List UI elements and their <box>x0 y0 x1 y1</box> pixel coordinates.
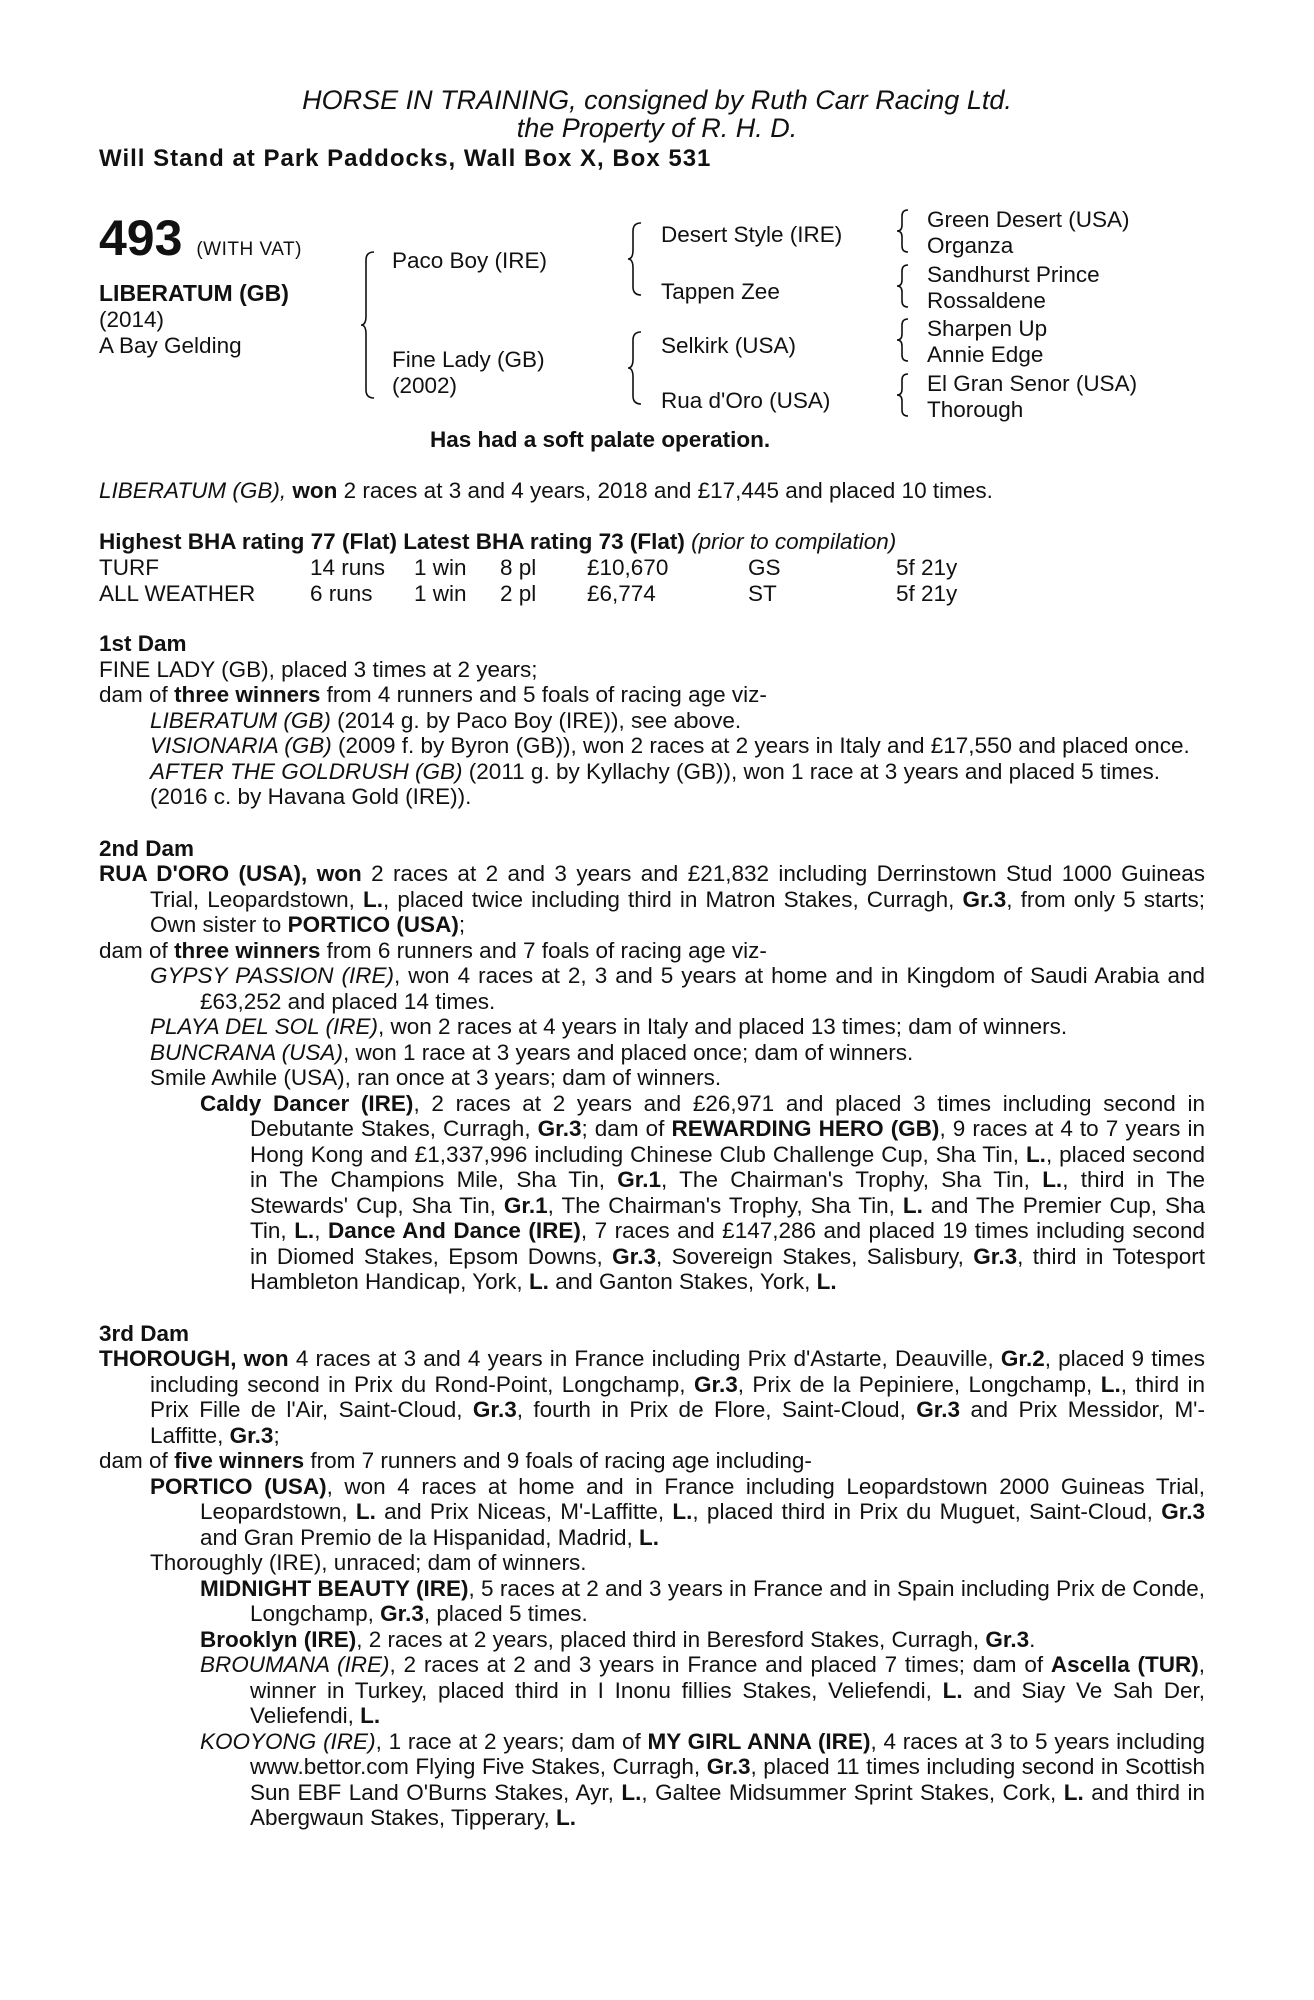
group-grade: Gr.3 <box>380 1601 424 1626</box>
text: , third in Totesport Hambleton Handicap, York, <box>250 1243 1205 1294</box>
group-grade: Gr.3 <box>472 1397 517 1422</box>
pedigree-brace-dam <box>627 330 647 406</box>
text: and Siay Ve Sah Der, Veliefendi, <box>250 1677 1205 1728</box>
third-dam-heading: 3rd Dam <box>99 1320 190 1346</box>
text: and third in Abergwaun Stakes, Tipperary, <box>250 1779 1205 1830</box>
progeny-item <box>99 1652 1205 1729</box>
vat-note: (WITH VAT) <box>196 239 302 260</box>
text: , Galtee Midsummer Sprint Stakes, Cork, <box>641 1779 1057 1805</box>
progeny-item <box>99 784 1205 810</box>
progeny-item <box>99 759 1205 785</box>
summary-horse: LIBERATUM (GB), <box>99 478 287 503</box>
listed: L. <box>1025 1141 1046 1167</box>
text: and Prix Messidor, M'-Laffitte, <box>150 1397 1205 1448</box>
text: , 1 race at 2 years; dam of <box>375 1728 641 1754</box>
sire-of-sire: Desert Style (IRE) <box>661 222 843 247</box>
text: , 2 races at 2 years and £26,971 and placed 3 times including second in Debutante Stakes, Curragh, <box>250 1090 1205 1141</box>
third-dam-record <box>99 1346 1205 1448</box>
record-surface: ALL WEATHER <box>99 580 256 606</box>
progeny-name: Caldy Dancer (IRE) <box>200 1090 414 1116</box>
first-dam-produce <box>99 682 1205 708</box>
group-grade: Gr.3 <box>916 1397 961 1422</box>
listed: L. <box>639 1524 659 1550</box>
progeny-name: MY GIRL ANNA (IRE) <box>647 1728 871 1754</box>
second-dam-produce <box>99 938 1205 964</box>
record-money: £10,670 <box>587 555 669 580</box>
listed: L. <box>942 1677 963 1703</box>
progeny-name: AFTER THE GOLDRUSH (GB) <box>150 758 463 784</box>
pedigree-g3-5: Sharpen Up <box>927 316 1048 341</box>
text: , 2 races at 2 and 3 years in France and placed 7 times; dam of <box>389 1652 1044 1677</box>
record-runs: 14 runs <box>310 555 386 580</box>
text: 4 races at 3 and 4 years in France including Prix d'Astarte, Deauville, <box>295 1346 994 1371</box>
text: ; <box>273 1422 280 1448</box>
dam-year: (2002) <box>392 373 458 398</box>
listed: L. <box>1100 1371 1121 1397</box>
group-grade: Gr.1 <box>503 1192 548 1218</box>
text: 2 races at 2 and 3 years and £21,832 including Derrinstown Stud 1000 Guineas Trial, Leopardstown, <box>150 861 1205 912</box>
foaling-year: (2014) <box>99 307 165 332</box>
text: and Ganton Stakes, York, <box>555 1269 811 1294</box>
record-wins: 1 win <box>414 555 467 580</box>
won: won <box>316 861 362 886</box>
record-distance: 5f 21y <box>896 580 958 606</box>
listed: L. <box>902 1192 923 1218</box>
text: , third in The Stewards' Cup, Sha Tin, <box>250 1167 1205 1218</box>
first-dam-intro: FINE LADY (GB), placed 3 times at 2 years; <box>99 656 538 682</box>
text: , 2 races at 2 years, placed third in Beresford Stakes, Curragh, <box>356 1626 980 1652</box>
text: , placed 11 times including second in Scottish Sun EBF Land O'Burns Stakes, Ayr, <box>250 1754 1205 1805</box>
pedigree-g3-8: Thorough <box>927 397 1024 422</box>
table-row <box>99 555 957 581</box>
text: , third in Prix Fille de l'Air, Saint-Cloud, <box>150 1371 1205 1422</box>
dam-name: RUA D'ORO (USA), <box>99 861 308 886</box>
progeny-text: , won 4 races at 2, 3 and 5 years at home and in Kingdom of Saudi Arabia and £63,252 and placed 14 times. <box>200 963 1206 1014</box>
text: ; <box>458 912 466 937</box>
pedigree-g3-3: Sandhurst Prince <box>927 262 1100 287</box>
listed: L. <box>294 1218 315 1243</box>
progeny-text: (2009 f. by Byron (GB)), won 2 races at 2 years in Italy and £17,550 and placed once. <box>337 733 1190 758</box>
dam-of-dam: Rua d'Oro (USA) <box>661 388 831 413</box>
progeny-item <box>99 1729 1205 1831</box>
winners-count: three winners <box>174 937 321 963</box>
record-distance: 5f 21y <box>896 555 958 580</box>
text: , <box>314 1218 321 1243</box>
listed: L. <box>360 1703 381 1728</box>
progeny-item <box>99 708 1205 734</box>
progeny-name: Brooklyn (IRE) <box>200 1626 357 1652</box>
pedigree-brace-gen1 <box>360 250 380 400</box>
property-line: the Property of R. H. D. <box>516 113 798 143</box>
progeny-name: MIDNIGHT BEAUTY (IRE) <box>200 1575 469 1601</box>
text: . <box>1029 1626 1036 1652</box>
progeny-name: Ascella (TUR) <box>1050 1652 1199 1677</box>
progeny-item <box>99 1576 1205 1627</box>
progeny-text: , won 2 races at 4 years in Italy and placed 13 times; dam of winners. <box>378 1014 1068 1039</box>
progeny-name: BROUMANA (IRE) <box>200 1652 390 1677</box>
text: , placed second in The Champions Mile, Sha Tin, <box>250 1141 1205 1192</box>
text: , fourth in Prix de Flore, Saint-Cloud, <box>516 1397 906 1422</box>
progeny-item: Smile Awhile (USA), ran once at 3 years; dam of winners. <box>150 1065 722 1090</box>
group-grade: Gr.3 <box>1161 1499 1205 1524</box>
listed: L. <box>355 1499 376 1524</box>
sire-of-dam: Selkirk (USA) <box>661 333 797 358</box>
text: , 7 races and £147,286 and placed 19 times including second in Diomed Stakes, Epsom Downs, <box>250 1218 1205 1269</box>
listed: L. <box>362 886 383 912</box>
group-grade: Gr.3 <box>537 1116 582 1141</box>
progeny-name: PLAYA DEL SOL (IRE) <box>150 1014 379 1039</box>
pedigree-g3-6: Annie Edge <box>927 342 1044 367</box>
progeny-text: (2014 g. by Paco Boy (IRE)), see above. <box>337 707 742 733</box>
race-summary <box>99 478 993 504</box>
listed: L. <box>672 1499 693 1524</box>
progeny-item <box>99 1040 1205 1066</box>
text: , 4 races at 3 to 5 years including www.bettor.com Flying Five Stakes, Curragh, <box>250 1728 1205 1779</box>
table-row <box>99 581 957 607</box>
record-going: GS <box>748 555 781 580</box>
pedigree-brace-sire <box>627 221 647 297</box>
progeny-name: KOOYONG (IRE) <box>200 1728 376 1754</box>
record-surface: TURF <box>99 555 159 580</box>
progeny-text: (2011 g. by Kyllachy (GB)), won 1 race at 3 years and placed 5 times. <box>468 758 1160 784</box>
text: from 6 runners and 7 foals of racing age viz- <box>326 937 767 963</box>
text: , Sovereign Stakes, Salisbury, <box>655 1243 964 1269</box>
progeny-item <box>99 963 1205 1014</box>
pedigree-brace-ss <box>896 208 912 254</box>
winners-count: five winners <box>174 1448 305 1473</box>
lot-number <box>99 210 302 275</box>
progeny-name: BUNCRANA (USA) <box>150 1039 343 1065</box>
dam: Fine Lady (GB) <box>392 347 545 372</box>
group-grade: Gr.3 <box>693 1371 738 1397</box>
second-dam-record <box>99 861 1205 938</box>
listed: L. <box>621 1779 642 1805</box>
pedigree-g3-7: El Gran Senor (USA) <box>927 371 1138 396</box>
group-grade: Gr.3 <box>962 886 1007 912</box>
record-wins: 1 win <box>414 580 467 606</box>
sire: Paco Boy (IRE) <box>392 248 548 273</box>
listed: L. <box>1042 1167 1063 1192</box>
progeny-text: (2016 c. by Havana Gold (IRE)). <box>150 784 472 809</box>
text: and The Premier Cup, Sha Tin, <box>250 1192 1205 1243</box>
text: , placed 5 times. <box>423 1601 588 1626</box>
text: dam of <box>99 1448 168 1473</box>
medical-note: Has had a soft palate operation. <box>430 427 771 452</box>
stand-location: Will Stand at Park Paddocks, Wall Box X, Box 531 <box>99 145 712 172</box>
text: , 9 races at 4 to 7 years in Hong Kong and £1,337,996 including Chinese Club Challenge Cup, Sha Tin, <box>250 1116 1205 1167</box>
text: dam of <box>99 937 168 963</box>
pedigree-g3-1: Green Desert (USA) <box>927 207 1130 232</box>
progeny-name: Dance And Dance (IRE) <box>327 1218 581 1243</box>
progeny-name: LIBERATUM (GB) <box>150 707 331 733</box>
record-runs: 6 runs <box>310 580 373 606</box>
progeny-name: REWARDING HERO (GB) <box>671 1116 940 1141</box>
summary-text: 2 races at 3 and 4 years, 2018 and £17,445 and placed 10 times. <box>343 478 993 503</box>
text: , placed third in Prix du Muguet, Saint-Cloud, <box>692 1499 1153 1524</box>
pedigree-g3-2: Organza <box>927 233 1014 258</box>
record-placed: 8 pl <box>500 555 537 580</box>
text: from 7 runners and 9 foals of racing age including- <box>310 1448 812 1473</box>
text: , winner in Turkey, placed third in I Inonu fillies Stakes, Veliefendi, <box>250 1652 1206 1703</box>
pedigree-brace-sd <box>896 263 912 309</box>
sister-name: PORTICO (USA) <box>287 912 459 937</box>
group-grade: Gr.3 <box>612 1243 656 1269</box>
progeny-name: VISIONARIA (GB) <box>150 733 332 758</box>
race-record-table <box>99 555 957 606</box>
progeny-name: GYPSY PASSION (IRE) <box>150 963 395 988</box>
record-going: ST <box>748 580 777 606</box>
listed: L. <box>816 1269 837 1294</box>
progeny-text: , won 1 race at 3 years and placed once; dam of winners. <box>342 1039 914 1065</box>
bha-rating <box>99 529 896 555</box>
progeny-item <box>99 1091 1205 1295</box>
progeny-item <box>99 1474 1205 1551</box>
pedigree-brace-ds <box>896 317 912 363</box>
text: and Gran Premio de la Hispanidad, Madrid, <box>200 1524 633 1550</box>
second-dam-heading: 2nd Dam <box>99 835 195 861</box>
text: , The Chairman's Trophy, Sha Tin, <box>661 1167 1030 1192</box>
progeny-item <box>99 1014 1205 1040</box>
rating-values: Highest BHA rating 77 (Flat) Latest BHA rating 73 (Flat) <box>99 529 685 554</box>
text: , from only 5 starts; Own sister to <box>150 886 1205 937</box>
text: dam of <box>99 682 168 707</box>
rating-note: (prior to compilation) <box>691 529 897 554</box>
summary-won: won <box>292 478 338 503</box>
dam-sections <box>99 631 1205 1831</box>
listed: L. <box>528 1269 549 1294</box>
group-grade: Gr.3 <box>706 1754 751 1779</box>
text: , placed 9 times including second in Prix du Rond-Point, Longchamp, <box>150 1346 1205 1397</box>
group-grade: Gr.3 <box>973 1243 1018 1269</box>
progeny-item <box>99 733 1205 759</box>
horse-name: LIBERATUM (GB) <box>99 280 289 306</box>
text: from 4 runners and 5 foals of racing age viz- <box>326 682 767 707</box>
text: ; dam of <box>581 1116 665 1141</box>
dam-of-sire: Tappen Zee <box>661 279 780 304</box>
third-dam-produce <box>99 1448 1205 1474</box>
pedigree-g3-4: Rossaldene <box>927 288 1046 313</box>
group-grade: Gr.1 <box>617 1167 662 1192</box>
group-grade: Gr.2 <box>1000 1346 1045 1371</box>
horse-description: A Bay Gelding <box>99 333 242 358</box>
text: , The Chairman's Trophy, Sha Tin, <box>547 1192 895 1218</box>
dam-name: THOROUGH, <box>99 1346 237 1371</box>
group-grade: Gr.3 <box>985 1626 1030 1652</box>
winners-count: three winners <box>174 682 321 707</box>
won: won <box>243 1346 289 1371</box>
text: , won 4 races at home and in France including Leopardstown 2000 Guineas Trial, Leopardstown, <box>200 1473 1206 1524</box>
progeny-item <box>99 1627 1205 1653</box>
group-grade: Gr.3 <box>229 1422 274 1448</box>
lot-number-value: 493 <box>99 210 183 266</box>
first-dam-heading: 1st Dam <box>99 631 187 656</box>
text: , placed twice including third in Matron Stakes, Curragh, <box>382 886 955 912</box>
progeny-name: PORTICO (USA) <box>150 1473 327 1499</box>
listed: L. <box>1063 1779 1084 1805</box>
progeny-item: Thoroughly (IRE), unraced; dam of winners. <box>150 1550 587 1575</box>
pedigree-brace-dd <box>896 372 912 418</box>
text: , 5 races at 2 and 3 years in France and in Spain including Prix de Conde, Longchamp, <box>250 1575 1205 1626</box>
consignor-line: HORSE IN TRAINING, consigned by Ruth Carr Racing Ltd. <box>302 85 1012 115</box>
text: and Prix Niceas, M'-Laffitte, <box>384 1499 665 1524</box>
record-placed: 2 pl <box>500 580 537 606</box>
record-money: £6,774 <box>587 580 656 606</box>
text: , Prix de la Pepiniere, Longchamp, <box>737 1371 1093 1397</box>
listed: L. <box>556 1805 577 1830</box>
